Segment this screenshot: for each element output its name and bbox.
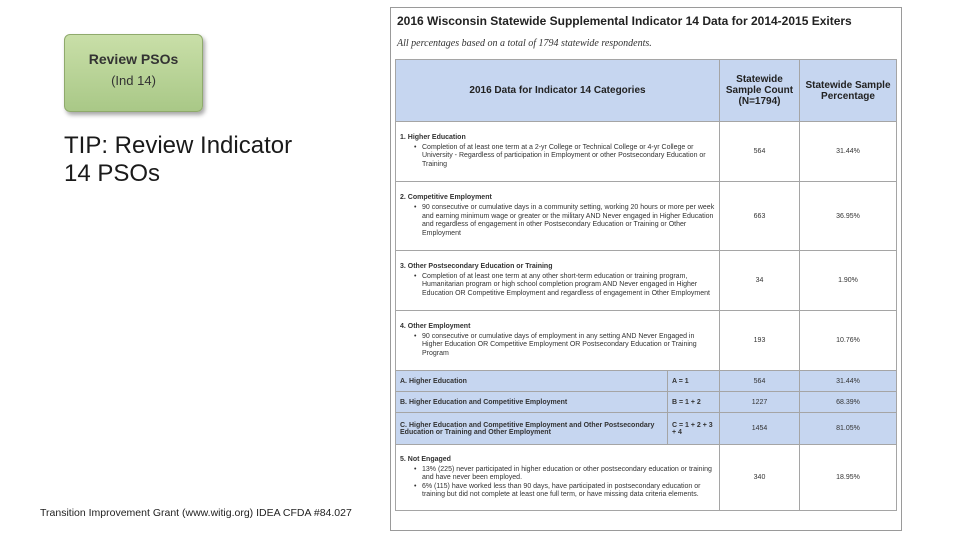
table-row xyxy=(396,311,897,371)
summary-label: A. Higher Education xyxy=(396,371,668,392)
summary-count: 564 xyxy=(720,371,800,392)
table-row xyxy=(396,445,897,511)
summary-label: B. Higher Education and Competitive Employment xyxy=(396,392,668,413)
summary-count: 1227 xyxy=(720,392,800,413)
category-title: 2. Competitive Employment xyxy=(400,194,492,201)
table-row xyxy=(396,182,897,251)
category-percentage: 31.44% xyxy=(800,122,897,182)
footer-credit: Transition Improvement Grant (www.witig.org) IDEA CFDA #84.027 xyxy=(40,507,352,519)
category-title: 1. Higher Education xyxy=(400,133,466,141)
summary-formula: C = 1 + 2 + 3 + 4 xyxy=(668,413,720,445)
review-psos-button[interactable] xyxy=(64,34,203,112)
not-engaged-percentage: 18.95% xyxy=(800,445,897,511)
review-psos-sublabel: (Ind 14) xyxy=(111,73,156,88)
category-count: 34 xyxy=(720,251,800,311)
summary-formula: B = 1 + 2 xyxy=(668,392,720,413)
category-description: • 90 consecutive or cumulative days of employment in any setting AND Never Engaged in Higher Education OR Competitive Employment OR Postsecondary Education or Training Program xyxy=(400,333,715,359)
table-header-row xyxy=(396,60,897,122)
category-description: • Completion of at least one term at a 2-yr College or Technical College or 4-yr College or University - Regardless of participation in Employment or other Postsecondary Education or Training xyxy=(400,144,715,170)
indicator-table xyxy=(395,59,897,511)
not-engaged-bullet: • 6% (115) have worked less than 90 days, have participated in postsecondary education or training but did not complete at least one full term, or have missing data criteria elements. xyxy=(400,483,715,500)
category-percentage: 1.90% xyxy=(800,251,897,311)
not-engaged-count: 340 xyxy=(720,445,800,511)
category-count: 193 xyxy=(720,311,800,371)
category-count: 564 xyxy=(720,122,800,182)
document-title: 2016 Wisconsin Statewide Supplemental Indicator 14 Data for 2014-2015 Exiters xyxy=(397,14,852,28)
not-engaged-title: 5. Not Engaged xyxy=(400,455,451,463)
category-count: 663 xyxy=(720,182,800,251)
summary-percentage: 68.39% xyxy=(800,392,897,413)
category-title: 3. Other Postsecondary Education or Training xyxy=(400,262,553,270)
summary-row xyxy=(396,413,897,445)
table-row xyxy=(396,122,897,182)
review-psos-label: Review PSOs xyxy=(88,51,179,67)
summary-percentage: 81.05% xyxy=(800,413,897,445)
table-row xyxy=(396,251,897,311)
category-percentage: 10.76% xyxy=(800,311,897,371)
category-description: • Completion of at least one term at any other short-term education or training program, Humanitarian program or high school completion program AND Never engaged in Higher Education OR Competitive Employment and regardless of engagement in Other Employment xyxy=(400,273,715,299)
document-subtitle: All percentages based on a total of 1794 statewide respondents. xyxy=(397,38,652,49)
category-percentage: 36.95% xyxy=(800,182,897,251)
summary-count: 1454 xyxy=(720,413,800,445)
not-engaged-bullet: • 13% (225) never participated in higher education or other postsecondary education or training and have never been employed. xyxy=(400,466,715,483)
header-percentage: Statewide Sample Percentage xyxy=(800,60,897,122)
category-description: • 90 consecutive or cumulative days in a community setting, working 20 hours or more per week and earning minimum wage or greater or the military AND Never engaged in Higher Education and regardless of engagement in other Postsecondary Education or Training or Other Employment xyxy=(400,204,715,238)
summary-row xyxy=(396,371,897,392)
summary-percentage: 31.44% xyxy=(800,371,897,392)
indicator-data-document xyxy=(390,7,902,531)
summary-row xyxy=(396,392,897,413)
summary-label: C. Higher Education and Competitive Employment and Other Postsecondary Education or Training and Other Employment xyxy=(396,413,668,445)
header-categories: 2016 Data for Indicator 14 Categories xyxy=(396,60,720,122)
header-count: Statewide Sample Count (N=1794) xyxy=(720,60,800,122)
category-title: 4. Other Employment xyxy=(400,322,471,330)
tip-text: TIP: Review Indicator 14 PSOs xyxy=(64,132,293,187)
summary-formula: A = 1 xyxy=(668,371,720,392)
